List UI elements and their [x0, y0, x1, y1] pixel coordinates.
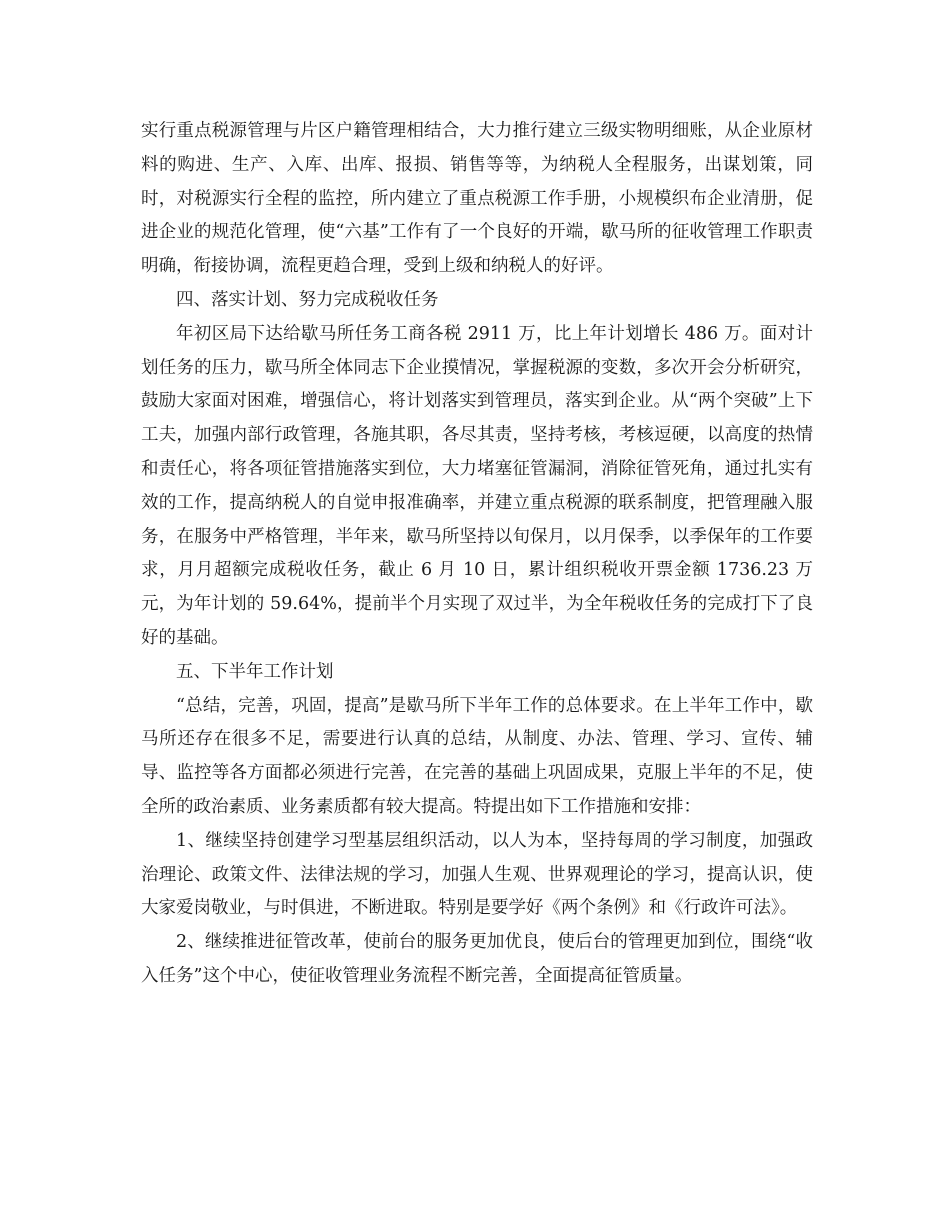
paragraph-1: 实行重点税源管理与片区户籍管理相结合，大力推行建立三级实物明细账，从企业原材料的购进、生产、入库、出库、报损、销售等等，为纳税人全程服务，出谋划策，同时，对税源实行全程的监控，所内建立了重点税源工作手册，小规模织布企业清册，促进企业的规范化管理，使“六基”工作有了一个良好的开端，歇马所的征收管理工作职责明确，衔接协调，流程更趋合理，受到上级和纳税人的好评。 — [141, 121, 813, 277]
paragraph-2: 年初区局下达给歇马所任务工商各税 2911 万，比上年计划增长 486 万。面对计划任务的压力，歇马所全体同志下企业摸情况，掌握税源的变数，多次开会分析研究，鼓励大家面对困难，增强信心，将计划落实到管理员，落实到企业。从“两个突破”上下工夫，加强内部行政管理，各施其职，各尽其责，坚持考核，考核逗硬，以高度的热情和责任心，将各项征管措施落实到位，大力堵塞征管漏洞，消除征管死角，通过扎实有效的工作，提高纳税人的自觉申报准确率，并建立重点税源的联系制度，把管理融入服务，在服务中严格管理，半年来，歇马所坚持以旬保月，以月保季，以季保年的工作要求，月月超额完成税收任务，截止 6 月 10 日，累计组织税收开票金额 1736.23 万元，为年计划的 59.64%，提前半个月实现了双过半，为全年税收任务的完成打下了良好的基础。 — [141, 323, 813, 648]
list-item-2: 2、继续推进征管改革，使前台的服务更加优良，使后台的管理更加到位，围绕“收入任务”这个中心，使征收管理业务流程不断完善，全面提高征管质量。 — [141, 932, 813, 986]
paragraph-3: “总结，完善，巩固，提高”是歇马所下半年工作的总体要求。在上半年工作中，歇马所还存在很多不足，需要进行认真的总结，从制度、办法、管理、学习、宣传、辅导、监控等各方面都必须进行完善，在完善的基础上巩固成果，克服上半年的不足，使全所的政治素质、业务素质都有较大提高。特提出如下工作措施和安排： — [141, 695, 813, 817]
section-heading-4: 四、落实计划、努力完成税收任务 — [176, 289, 439, 310]
section-heading-5: 五、下半年工作计划 — [176, 661, 334, 682]
document-body — [141, 115, 813, 994]
list-item-1: 1、继续坚持创建学习型基层组织活动，以人为本，坚持每周的学习制度，加强政治理论、政策文件、法律法规的学习，加强人生观、世界观理论的学习，提高认识，使大家爱岗敬业，与时俱进，不断进取。特别是要学好《两个条例》和《行政许可法》。 — [141, 830, 813, 919]
